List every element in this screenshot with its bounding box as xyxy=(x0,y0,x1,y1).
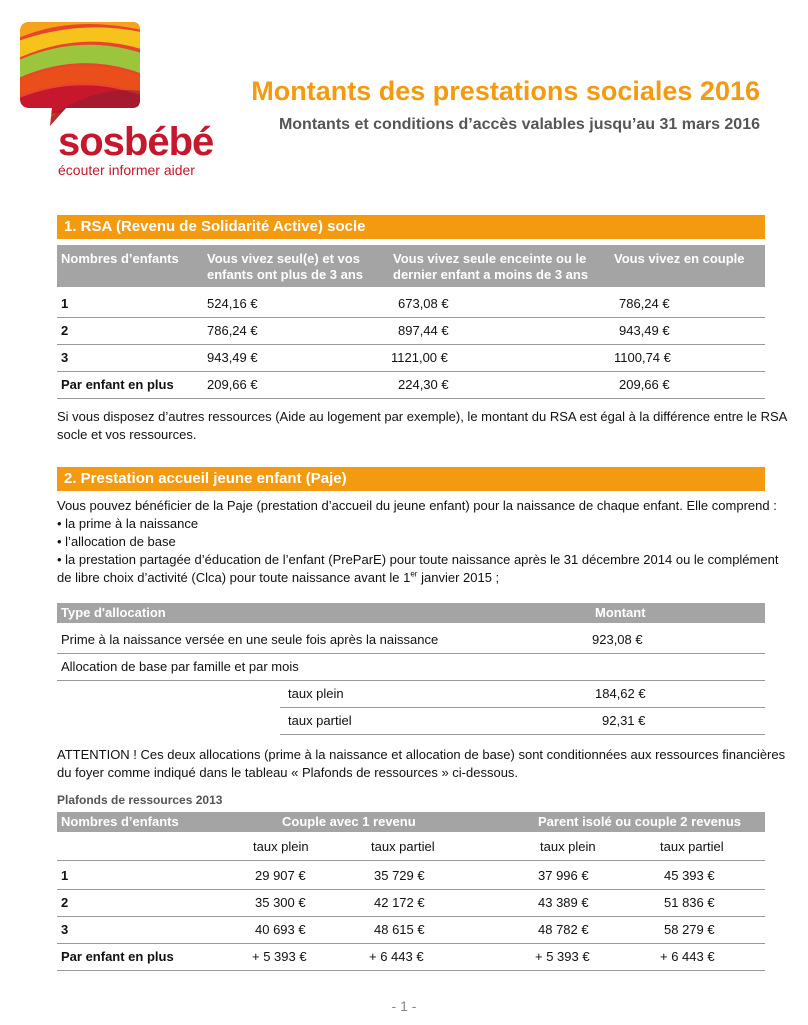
cell-value: 37 996 € xyxy=(538,868,589,883)
col-header-pregnant-line1: Vous vivez seule enceinte ou le xyxy=(393,251,587,266)
paje-bullet-continued xyxy=(57,569,767,587)
table-row xyxy=(57,344,765,372)
row-label: taux plein xyxy=(288,686,344,701)
page-subtitle: Montants et conditions d’accès valables jusqu’au 31 mars 2016 xyxy=(278,116,760,133)
sub-header-partial: taux partiel xyxy=(660,839,724,854)
row-label: 1 xyxy=(61,296,69,311)
table-row xyxy=(57,626,765,654)
cell-value: 42 172 € xyxy=(374,895,425,910)
table-row xyxy=(57,653,765,681)
table-row xyxy=(280,707,765,735)
cell-value: 51 836 € xyxy=(664,895,715,910)
col-header-two-incomes: Parent isolé ou couple 2 revenus xyxy=(538,814,742,829)
cell-value: 35 300 € xyxy=(255,895,306,910)
cell-value: 58 279 € xyxy=(664,922,715,937)
paje-table-header xyxy=(57,603,765,623)
section-header-paje: 2. Prestation accueil jeune enfant (Paje) xyxy=(57,467,765,491)
row-label: 1 xyxy=(61,868,69,883)
paje-bullet: • la prestation partagée d’éducation de l’enfant (PreParE) pour toute naissance après le 31 décembre 2014 ou le complément xyxy=(57,552,779,567)
paje-bullet: • l’allocation de base xyxy=(57,534,176,549)
table-row xyxy=(57,862,765,890)
col-header-children: Nombres d’enfants xyxy=(61,814,179,829)
cell-value: 40 693 € xyxy=(255,922,306,937)
row-label: Par enfant en plus xyxy=(61,377,174,392)
row-label: taux partiel xyxy=(288,713,352,728)
rsa-note-line1: Si vous disposez d’autres ressources (Aide au logement par exemple), le montant du RSA est égal à la différence entre le RSA xyxy=(57,409,788,424)
cell-value: 786,24 € xyxy=(207,323,258,338)
table-row xyxy=(57,290,765,318)
page-title: Montants des prestations sociales 2016 xyxy=(251,76,760,106)
cell-value: + 6 443 € xyxy=(660,949,715,964)
table-row xyxy=(57,889,765,917)
rsa-table-header xyxy=(57,245,765,287)
cell-value: 209,66 € xyxy=(619,377,670,392)
row-label: 2 xyxy=(61,323,69,338)
cell-value: 45 393 € xyxy=(664,868,715,883)
cell-value: 943,49 € xyxy=(207,350,258,365)
cell-value: 786,24 € xyxy=(619,296,670,311)
table-row xyxy=(57,916,765,944)
col-header-single-line1: Vous vivez seul(e) et vos xyxy=(207,251,360,266)
col-header-single xyxy=(207,251,363,283)
logo-brand: sosbébé xyxy=(58,120,214,164)
paje-intro-line: Vous pouvez bénéficier de la Paje (prestation d’accueil du jeune enfant) pour la naissance de chaque enfant. Elle comprend : xyxy=(57,498,777,513)
cell-value: + 6 443 € xyxy=(369,949,424,964)
row-label: 3 xyxy=(61,922,69,937)
row-label: 3 xyxy=(61,350,69,365)
cell-value: 209,66 € xyxy=(207,377,258,392)
cell-value: 673,08 € xyxy=(398,296,449,311)
cell-value: 48 615 € xyxy=(374,922,425,937)
cell-value: + 5 393 € xyxy=(535,949,590,964)
plafonds-title: Plafonds de ressources 2013 xyxy=(57,793,223,807)
section-header-rsa: 1. RSA (Revenu de Solidarité Active) socle xyxy=(57,215,765,239)
sosbebe-logo xyxy=(20,22,214,178)
table-row xyxy=(57,943,765,971)
sub-header-full: taux plein xyxy=(540,839,596,854)
speech-bubble-logo-icon xyxy=(20,22,140,126)
superscript: er xyxy=(410,569,418,579)
sub-header-partial: taux partiel xyxy=(371,839,435,854)
col-header-pregnant xyxy=(393,251,588,283)
cell-value: + 5 393 € xyxy=(252,949,307,964)
attention-note xyxy=(57,746,786,782)
cell-value: 1121,00 € xyxy=(391,350,448,365)
logo-tagline: écouter informer aider xyxy=(58,162,195,178)
cell-value: 923,08 € xyxy=(592,632,643,647)
plafonds-table-header xyxy=(57,812,765,832)
paje-bullet3-text-end: janvier 2015 ; xyxy=(417,570,500,585)
attention-line2: du foyer comme indiqué dans le tableau « Plafonds de ressources » ci-dessous. xyxy=(57,765,519,780)
col-header-single-line2: enfants ont plus de 3 ans xyxy=(207,267,364,282)
paje-intro xyxy=(57,497,779,587)
cell-value: 943,49 € xyxy=(619,323,670,338)
cell-value: 897,44 € xyxy=(398,323,449,338)
rsa-note xyxy=(57,408,788,444)
page-number: - 1 - xyxy=(391,998,417,1014)
cell-value: 29 907 € xyxy=(255,868,306,883)
row-label: 2 xyxy=(61,895,69,910)
paje-bullet: • la prime à la naissance xyxy=(57,516,199,531)
cell-value: 184,62 € xyxy=(595,686,646,701)
col-header-type: Type d'allocation xyxy=(61,605,166,620)
sub-header-full: taux plein xyxy=(253,839,309,854)
col-header-children: Nombres d’enfants xyxy=(61,251,179,266)
row-label: Allocation de base par famille et par mois xyxy=(61,659,299,674)
row-label: Prime à la naissance versée en une seule fois après la naissance xyxy=(61,632,439,647)
col-header-single-income: Couple avec 1 revenu xyxy=(282,814,416,829)
table-row xyxy=(280,680,765,708)
rsa-note-line2: socle et vos ressources. xyxy=(57,427,197,442)
col-header-amount: Montant xyxy=(595,605,646,620)
attention-line1: ATTENTION ! Ces deux allocations (prime à la naissance et allocation de base) sont conditionnées aux ressources financières xyxy=(57,747,786,762)
cell-value: 1100,74 € xyxy=(614,350,671,365)
cell-value: 224,30 € xyxy=(398,377,449,392)
col-header-pregnant-line2: dernier enfant a moins de 3 ans xyxy=(393,267,589,282)
row-label: Par enfant en plus xyxy=(61,949,174,964)
cell-value: 92,31 € xyxy=(602,713,646,728)
cell-value: 35 729 € xyxy=(374,868,425,883)
paje-bullet3-text: de libre choix d’activité (Clca) pour toute naissance avant le 1 xyxy=(57,570,411,585)
table-subheader-row xyxy=(57,834,765,861)
cell-value: 524,16 € xyxy=(207,296,258,311)
cell-value: 48 782 € xyxy=(538,922,589,937)
table-row xyxy=(57,371,765,399)
table-row xyxy=(57,317,765,345)
col-header-couple: Vous vivez en couple xyxy=(614,251,745,266)
cell-value: 43 389 € xyxy=(538,895,589,910)
